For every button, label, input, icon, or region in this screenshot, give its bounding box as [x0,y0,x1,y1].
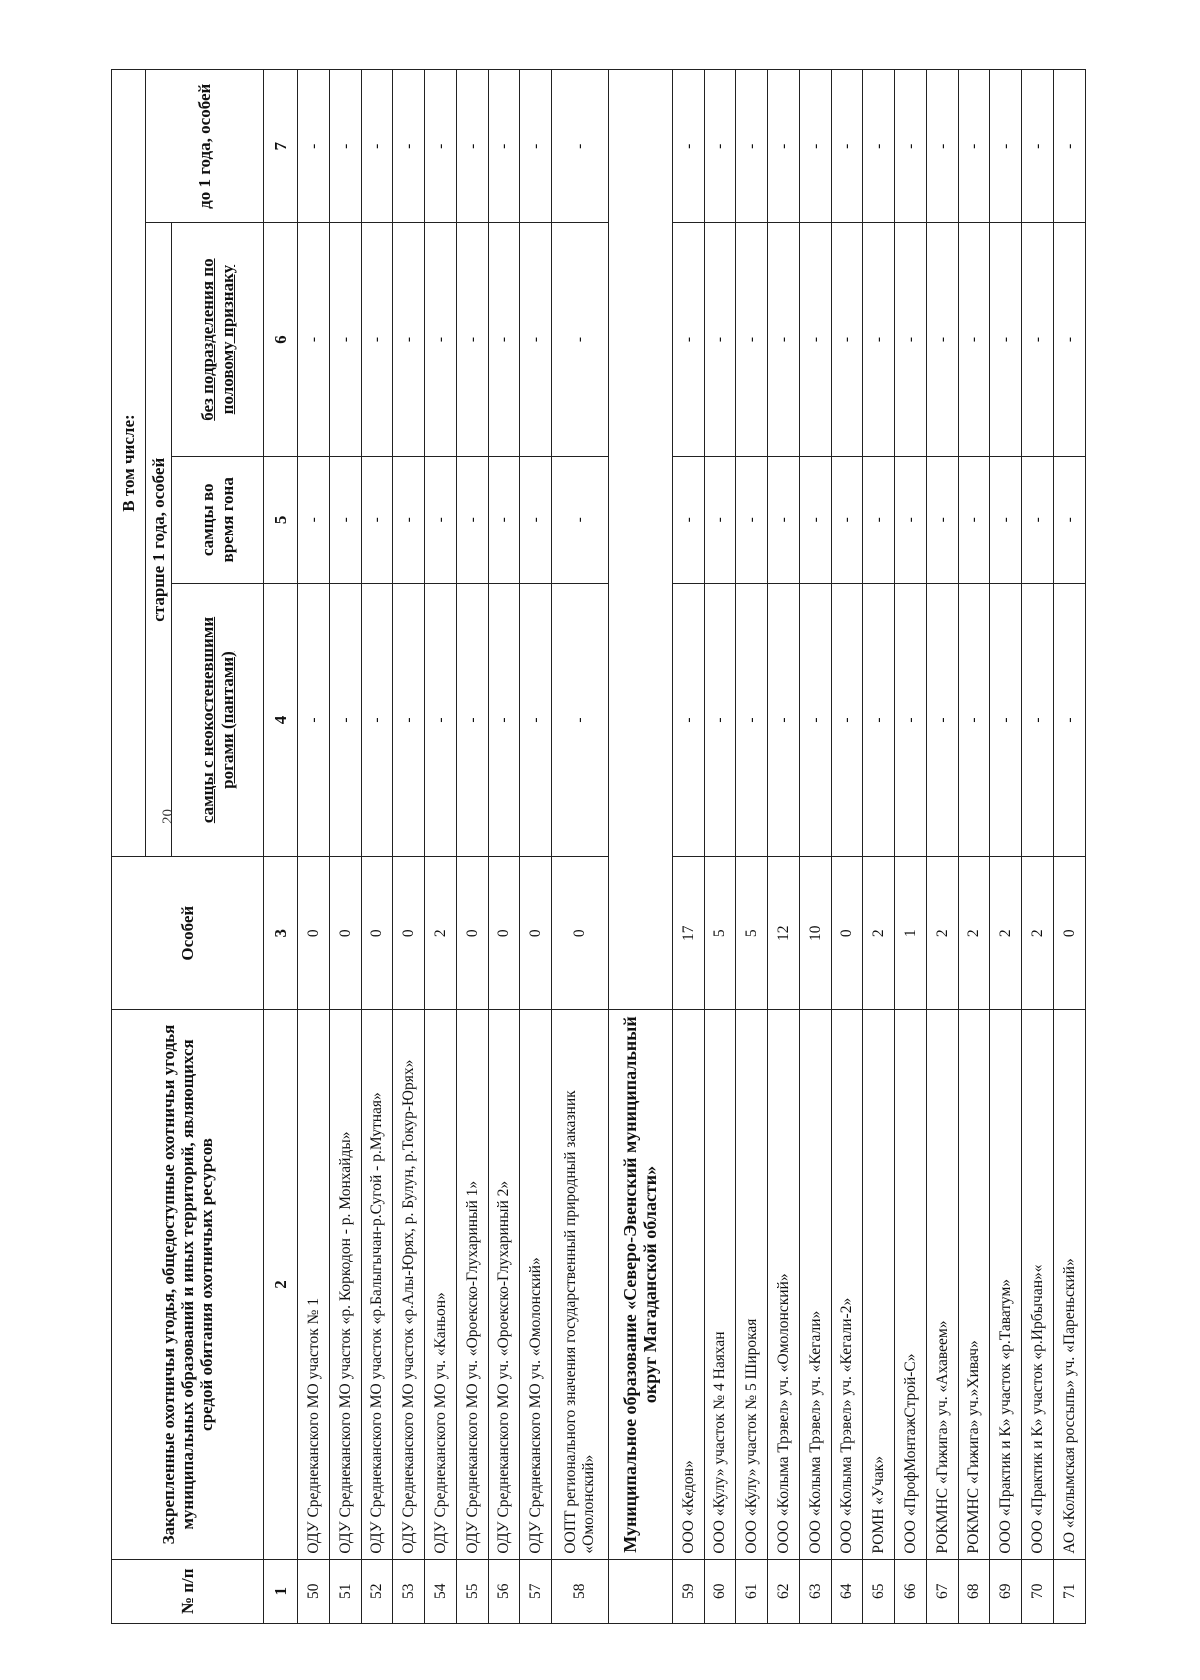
cell-name: ОДУ Среднеканского МО участок № 1 [298,1010,330,1559]
cell-total: 0 [361,857,393,1010]
table-row [552,70,608,1624]
header-rut: самцы во время гона [172,456,264,583]
header-nosex: без подразделения по половому признаку [172,223,264,456]
cell-name: ОДУ Среднеканского МО уч. «Каньон» [425,1010,457,1559]
table-row [425,70,457,1624]
cell-c7: - [799,70,831,224]
cell-total: 5 [704,857,736,1010]
cell-c5: - [768,456,800,583]
cell-n: 55 [456,1559,488,1623]
cell-c6: - [1022,223,1054,456]
cell-c7: - [298,70,330,224]
cell-n: 53 [393,1559,425,1623]
cell-c5: - [990,456,1022,583]
cell-c4: - [329,583,361,856]
cell-c5: - [488,456,520,583]
cell-c6: - [552,223,608,456]
cell-c4: - [361,583,393,856]
colnum-7: 7 [264,70,298,224]
cell-c6: - [736,223,768,456]
cell-c7: - [425,70,457,224]
cell-c6: - [393,223,425,456]
cell-c6: - [895,223,927,456]
cell-total: 2 [425,857,457,1010]
cell-name: ООО «Кулу» участок № 5 Широкая [736,1010,768,1559]
column-number-row [264,70,298,1624]
cell-total: 0 [520,857,552,1010]
cell-total: 2 [863,857,895,1010]
cell-c5: - [1053,456,1085,583]
cell-name: ООПТ регионального значения государственный природный заказник «Омолонский» [552,1010,608,1559]
cell-total: 2 [1022,857,1054,1010]
table-row [895,70,927,1624]
header-in-total: В том числе: [112,70,146,857]
header-older: старше 1 года, особей [146,223,172,857]
cell-c4: - [488,583,520,856]
cell-c7: - [768,70,800,224]
colnum-1: 1 [264,1559,298,1623]
cell-c6: - [799,223,831,456]
cell-c7: - [990,70,1022,224]
cell-c6: - [863,223,895,456]
table-row [799,70,831,1624]
cell-name: ОДУ Среднеканского МО уч. «Ороекско-Глухариный 1» [456,1010,488,1559]
header-total: Особей [112,857,264,1010]
table-row [704,70,736,1624]
cell-total: 2 [926,857,958,1010]
table-row [958,70,990,1624]
cell-c6: - [298,223,330,456]
table-row [393,70,425,1624]
cell-c4: - [831,583,863,856]
cell-c6: - [361,223,393,456]
cell-c6: - [704,223,736,456]
cell-name: ООО «Кулу» участок № 4 Наяхан [704,1010,736,1559]
cell-name: ООО «ПрофМонтажСтрой-С» [895,1010,927,1559]
cell-n: 57 [520,1559,552,1623]
cell-c7: - [1022,70,1054,224]
cell-n: 51 [329,1559,361,1623]
cell-name: ООО «Кедон» [672,1010,704,1559]
table-row [736,70,768,1624]
cell-n: 67 [926,1559,958,1623]
cell-c4: - [456,583,488,856]
cell-total: 0 [488,857,520,1010]
cell-n: 66 [895,1559,927,1623]
cell-c4: - [298,583,330,856]
cell-c5: - [926,456,958,583]
cell-total: 0 [329,857,361,1010]
header-name: Закрепленные охотничьи угодья, общедоступные охотничьи угодья муниципальных образований и иных территорий, являющихся средой обитания охотничьих ресурсов [112,1010,264,1559]
cell-c7: - [704,70,736,224]
page-number: 20 [160,809,176,824]
cell-c7: - [736,70,768,224]
cell-c4: - [393,583,425,856]
table-row [831,70,863,1624]
cell-total: 0 [1053,857,1085,1010]
cell-c6: - [831,223,863,456]
section-title: Муниципальное образование «Северо-Эвенский муниципальный округ Магаданской области» [608,1010,672,1559]
wildlife-count-table [111,69,1086,1624]
cell-c4: - [895,583,927,856]
cell-name: ОДУ Среднеканского МО участок «р.Балыгычан-р.Сугой - р.Мутная» [361,1010,393,1559]
cell-c6: - [456,223,488,456]
table-row [520,70,552,1624]
cell-n: 56 [488,1559,520,1623]
cell-total: 0 [298,857,330,1010]
table-row [1022,70,1054,1624]
table-row [863,70,895,1624]
cell-n: 60 [704,1559,736,1623]
cell-total: 0 [552,857,608,1010]
cell-c6: - [768,223,800,456]
cell-c4: - [799,583,831,856]
cell-total: 17 [672,857,704,1010]
cell-c5: - [704,456,736,583]
rotated-table-container [111,69,1086,1624]
cell-c7: - [1053,70,1085,224]
cell-c7: - [926,70,958,224]
cell-c7: - [831,70,863,224]
cell-name: ООО «Практик и К» участок «р.Таватум» [990,1010,1022,1559]
cell-c4: - [926,583,958,856]
cell-c5: - [831,456,863,583]
cell-name: ООО «Колыма Трэвел» уч. «Кегали-2» [831,1010,863,1559]
cell-c5: - [1022,456,1054,583]
cell-n: 61 [736,1559,768,1623]
cell-c5: - [361,456,393,583]
cell-n: 62 [768,1559,800,1623]
cell-c6: - [672,223,704,456]
cell-c6: - [329,223,361,456]
cell-c5: - [456,456,488,583]
cell-c5: - [672,456,704,583]
table-header [112,70,264,1624]
cell-c7: - [488,70,520,224]
cell-c4: - [1053,583,1085,856]
cell-name: ООО «Колыма Трэвел» уч. «Кегали» [799,1010,831,1559]
cell-c7: - [958,70,990,224]
cell-total: 2 [958,857,990,1010]
cell-n: 63 [799,1559,831,1623]
cell-c5: - [863,456,895,583]
header-num: № п/п [112,1559,264,1623]
cell-total: 10 [799,857,831,1010]
colnum-3: 3 [264,857,298,1010]
table-row [1053,70,1085,1624]
cell-c7: - [552,70,608,224]
cell-name: ОДУ Среднеканского МО уч. «Ороекско-Глухариный 2» [488,1010,520,1559]
cell-c4: - [863,583,895,856]
cell-c6: - [990,223,1022,456]
cell-c5: - [958,456,990,583]
cell-c4: - [958,583,990,856]
cell-c4: - [1022,583,1054,856]
cell-c4: - [736,583,768,856]
cell-total: 2 [990,857,1022,1010]
cell-c5: - [425,456,457,583]
cell-c5: - [736,456,768,583]
cell-c7: - [672,70,704,224]
table-row [298,70,330,1624]
table-row [488,70,520,1624]
cell-c5: - [329,456,361,583]
cell-name: ОДУ Среднеканского МО участок «р. Коркодон - р. Монхайды» [329,1010,361,1559]
table-body [264,70,1086,1624]
cell-c6: - [520,223,552,456]
cell-n: 68 [958,1559,990,1623]
table-row [361,70,393,1624]
cell-n: 71 [1053,1559,1085,1623]
cell-name: АО «Колымская россыпь» уч. «Пареньский» [1053,1010,1085,1559]
cell-c6: - [488,223,520,456]
cell-c5: - [552,456,608,583]
cell-name: ООО «Практик и К» участок «р.Ирбычан»« [1022,1010,1054,1559]
colnum-5: 5 [264,456,298,583]
cell-name: ОДУ Среднеканского МО участок «р.Алы-Юрях, р. Булун, р.Токур-Юрях» [393,1010,425,1559]
table-row [926,70,958,1624]
colnum-4: 4 [264,583,298,856]
cell-n: 59 [672,1559,704,1623]
table-row [672,70,704,1624]
table-row [456,70,488,1624]
cell-total: 0 [393,857,425,1010]
section-empty-cell [608,1559,672,1623]
cell-total: 1 [895,857,927,1010]
cell-c4: - [768,583,800,856]
cell-c7: - [361,70,393,224]
cell-name: РОКМНС «Гижига» уч. «Ахавеем» [926,1010,958,1559]
table-row [768,70,800,1624]
header-pant: самцы с неокостеневшими рогами (пантами) [172,583,264,856]
cell-c7: - [329,70,361,224]
cell-c5: - [799,456,831,583]
cell-n: 54 [425,1559,457,1623]
cell-c5: - [393,456,425,583]
cell-name: ОДУ Среднеканского МО уч. «Омолонский» [520,1010,552,1559]
cell-n: 52 [361,1559,393,1623]
cell-n: 58 [552,1559,608,1623]
cell-n: 50 [298,1559,330,1623]
cell-total: 12 [768,857,800,1010]
section-row [608,70,672,1624]
cell-c6: - [425,223,457,456]
cell-c7: - [863,70,895,224]
table-row [990,70,1022,1624]
section-empty-cells [608,70,672,1010]
cell-c4: - [552,583,608,856]
cell-total: 0 [456,857,488,1010]
cell-total: 5 [736,857,768,1010]
cell-c4: - [704,583,736,856]
cell-c6: - [958,223,990,456]
header-young: до 1 года, особей [146,70,264,224]
cell-c4: - [990,583,1022,856]
cell-n: 65 [863,1559,895,1623]
cell-c6: - [926,223,958,456]
cell-n: 64 [831,1559,863,1623]
cell-c5: - [520,456,552,583]
cell-c4: - [520,583,552,856]
colnum-2: 2 [264,1010,298,1559]
colnum-6: 6 [264,223,298,456]
cell-c4: - [425,583,457,856]
cell-n: 70 [1022,1559,1054,1623]
cell-name: РОКМНС «Гижига» уч.»Хивач» [958,1010,990,1559]
table-row [329,70,361,1624]
cell-c5: - [298,456,330,583]
cell-c6: - [1053,223,1085,456]
cell-c7: - [393,70,425,224]
cell-name: ООО «Колыма Трэвел» уч. «Омолонский» [768,1010,800,1559]
cell-c7: - [520,70,552,224]
cell-total: 0 [831,857,863,1010]
cell-c7: - [456,70,488,224]
cell-name: РОМН «Учак» [863,1010,895,1559]
cell-c7: - [895,70,927,224]
cell-n: 69 [990,1559,1022,1623]
cell-c4: - [672,583,704,856]
cell-c5: - [895,456,927,583]
